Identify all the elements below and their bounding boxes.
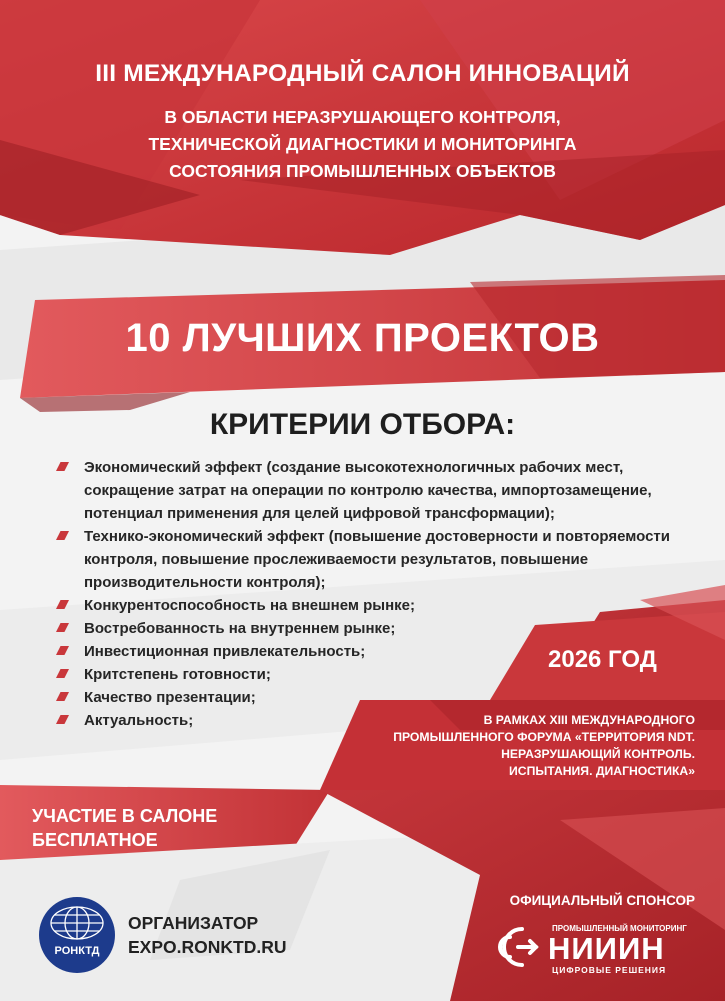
niiin-logo-bottom: ЦИФРОВЫЕ РЕШЕНИЯ bbox=[552, 965, 667, 975]
bullet-icon bbox=[56, 462, 69, 471]
bullet-icon bbox=[56, 669, 69, 678]
ronktd-logo bbox=[38, 896, 116, 974]
free-line-2: БЕСПЛАТНОЕ bbox=[32, 830, 158, 850]
criteria-item: Качество презентации; bbox=[54, 686, 694, 709]
forum-line-4: ИСПЫТАНИЯ. ДИАГНОСТИКА» bbox=[509, 764, 695, 778]
forum-line-1: В РАМКАХ XIII МЕЖДУНАРОДНОГО bbox=[483, 713, 695, 727]
criteria-item: Технико-экономический эффект (повышение достоверности и повторяемости контроля, повышение прослеживаемости результатов, повышение производительности контроля); bbox=[54, 525, 694, 594]
bullet-icon bbox=[56, 715, 69, 724]
bullet-icon bbox=[56, 623, 69, 632]
bullet-icon bbox=[56, 646, 69, 655]
top-projects-banner: 10 ЛУЧШИХ ПРОЕКТОВ bbox=[125, 316, 600, 360]
criteria-item: Критстепень готовности; bbox=[54, 663, 694, 686]
niiin-logo-main: НИИИН bbox=[548, 931, 665, 966]
subtitle-line-2: ТЕХНИЧЕСКОЙ ДИАГНОСТИКИ И МОНИТОРИНГА bbox=[148, 134, 577, 154]
ronktd-logo-text: РОНКТД bbox=[54, 945, 100, 957]
salon-title: III МЕЖДУНАРОДНЫЙ САЛОН ИННОВАЦИЙ bbox=[95, 60, 630, 87]
event-year: 2026 ГОД bbox=[548, 646, 657, 673]
subtitle-line-3: СОСТОЯНИЯ ПРОМЫШЛЕННЫХ ОБЪЕКТОВ bbox=[169, 161, 556, 181]
organizer-block bbox=[128, 911, 286, 959]
criteria-item: Экономический эффект (создание высокотехнологичных рабочих мест, сокращение затрат на операции по контролю качества, импортозамещение, потенциал применения для целей цифровой трансформации); bbox=[54, 456, 694, 525]
criteria-list bbox=[54, 456, 694, 732]
arrows-circle-icon bbox=[500, 929, 536, 965]
niiin-logo-top: ПРОМЫШЛЕННЫЙ МОНИТОРИНГ bbox=[552, 924, 687, 933]
organizer-label: ОРГАНИЗАТОР bbox=[128, 913, 259, 933]
bullet-icon bbox=[56, 692, 69, 701]
free-participation bbox=[32, 804, 217, 852]
bullet-icon bbox=[56, 600, 69, 609]
free-line-1: УЧАСТИЕ В САЛОНЕ bbox=[32, 806, 218, 826]
forum-line-3: НЕРАЗРУШАЮЩИЙ КОНТРОЛЬ. bbox=[501, 747, 695, 761]
niiin-logo bbox=[488, 917, 698, 977]
criteria-item: Конкурентоспособность на внешнем рынке; bbox=[54, 594, 694, 617]
forum-line-2: ПРОМЫШЛЕННОГО ФОРУМА «ТЕРРИТОРИЯ NDT. bbox=[393, 730, 695, 744]
organizer-site[interactable]: EXPO.RONKTD.RU bbox=[128, 937, 287, 957]
forum-note bbox=[340, 712, 695, 780]
salon-subtitle bbox=[0, 104, 725, 185]
subtitle-line-1: В ОБЛАСТИ НЕРАЗРУШАЮЩЕГО КОНТРОЛЯ, bbox=[164, 107, 561, 127]
criteria-item: Актуальность; bbox=[54, 709, 694, 732]
globe-icon bbox=[51, 907, 103, 939]
criteria-item: Востребованность на внутреннем рынке; bbox=[54, 617, 694, 640]
sponsor-label: ОФИЦИАЛЬНЫЙ СПОНСОР bbox=[509, 893, 695, 908]
bullet-icon bbox=[56, 531, 69, 540]
criteria-title: КРИТЕРИИ ОТБОРА: bbox=[209, 408, 516, 441]
criteria-item: Инвестиционная привлекательность; bbox=[54, 640, 694, 663]
